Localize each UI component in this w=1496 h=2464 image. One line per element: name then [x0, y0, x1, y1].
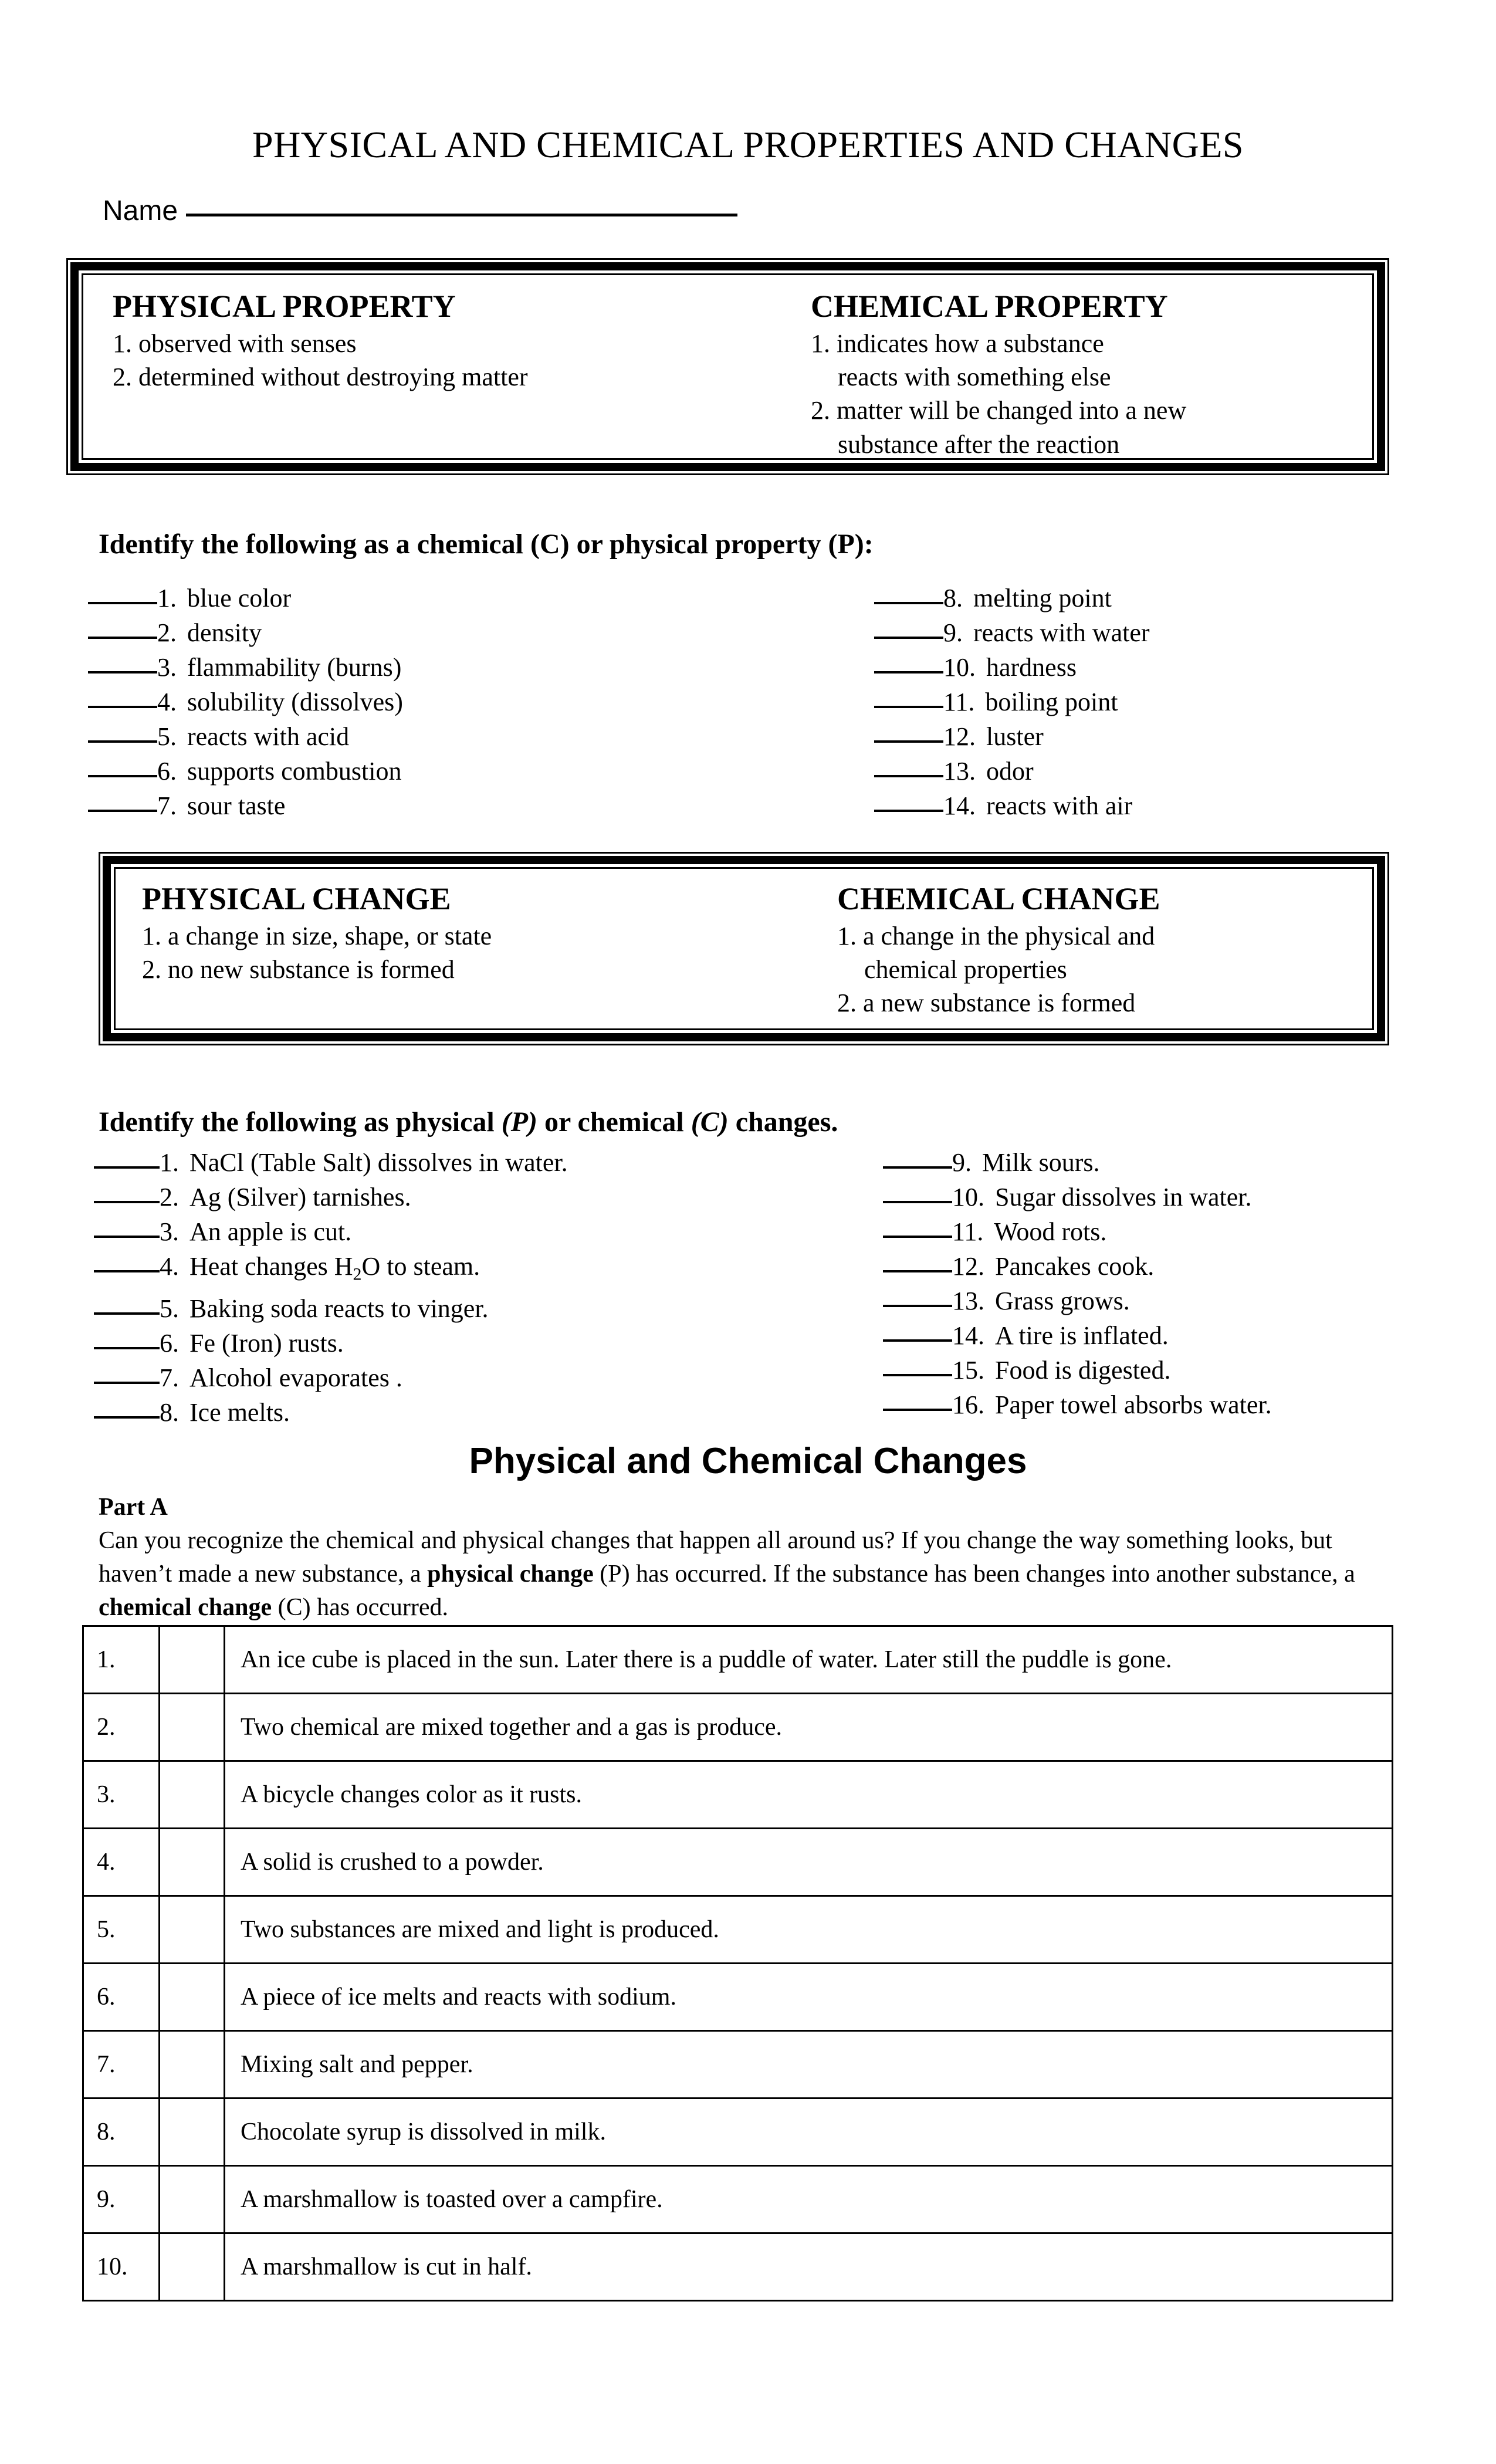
row-number-cell: 3. — [83, 1761, 160, 1829]
list-item — [88, 685, 403, 719]
row-number-cell: 9. — [83, 2166, 160, 2233]
chemical-property-heading: CHEMICAL PROPERTY — [811, 289, 1168, 324]
list-item-number: 3. — [157, 653, 177, 682]
changes-list-right — [883, 1145, 1272, 1422]
table-row — [83, 1761, 1393, 1829]
answer-blank[interactable] — [883, 1166, 952, 1169]
physical-change-line-2: 2. no new substance is formed — [142, 955, 455, 984]
answer-blank[interactable] — [883, 1339, 952, 1342]
list-item-label: Heat changes $H_2O$ to steam. — [189, 1252, 480, 1284]
list-item — [883, 1214, 1272, 1249]
table-row — [83, 1896, 1393, 1964]
intro-text-2: (P) has occurred. If the substance has been changes into another substance, a — [593, 1561, 1355, 1588]
list-item-label: Pancakes cook. — [995, 1252, 1155, 1281]
answer-blank[interactable] — [874, 671, 943, 673]
list-item-label: reacts with water — [973, 618, 1150, 647]
list-item-number: 13. — [952, 1287, 984, 1315]
list-item-label: flammability (burns) — [187, 653, 402, 682]
list-item-label: hardness — [986, 653, 1077, 682]
list-item-label: Ag (Silver) tarnishes. — [189, 1183, 411, 1211]
answer-blank[interactable] — [94, 1270, 160, 1272]
answer-blank[interactable] — [883, 1374, 952, 1376]
chemical-change-line-3: 2. a new substance is formed — [837, 989, 1136, 1018]
list-item-number: 9. — [952, 1148, 972, 1177]
list-item-number: 10. — [943, 653, 976, 682]
list-item-label: Milk sours. — [982, 1148, 1100, 1177]
answer-blank[interactable] — [874, 740, 943, 743]
list-item — [874, 581, 1150, 615]
list-item-label: Baking soda reacts to vinger. — [189, 1294, 489, 1324]
answer-blank[interactable] — [883, 1201, 952, 1203]
list-item — [883, 1387, 1272, 1422]
changes-table — [82, 1625, 1393, 2301]
physical-change-heading: PHYSICAL CHANGE — [142, 881, 451, 916]
answer-blank[interactable] — [883, 1270, 952, 1272]
physical-property-line-2: 2. determined without destroying matter — [113, 363, 528, 392]
chemical-change-line-1: 1. a change in the physical and — [837, 922, 1155, 950]
list-item-number: 14. — [952, 1321, 984, 1350]
list-item — [883, 1318, 1272, 1353]
list-item-label: Sugar dissolves in water. — [995, 1183, 1252, 1211]
changes-heading-c: (C) — [691, 1106, 729, 1138]
list-item-number: 8. — [160, 1398, 179, 1427]
list-item-label: Ice melts. — [189, 1398, 290, 1427]
list-item — [874, 788, 1150, 823]
row-number-cell: 7. — [83, 2031, 160, 2099]
row-description-cell: A solid is crushed to a powder. — [225, 1829, 1393, 1896]
list-item — [874, 754, 1150, 788]
list-item-number: 15. — [952, 1356, 984, 1385]
table-row — [83, 2099, 1393, 2166]
list-item-label: supports combustion — [187, 757, 402, 786]
list-item-number: 6. — [160, 1329, 179, 1358]
row-number-cell: 2. — [83, 1694, 160, 1761]
part-a-label: Part A — [99, 1494, 168, 1521]
physical-property-line-1: 1. observed with senses — [113, 329, 357, 358]
list-item-label: An apple is cut. — [189, 1217, 352, 1246]
list-item — [94, 1180, 568, 1214]
physical-change-line-1: 1. a change in size, shape, or state — [142, 922, 492, 950]
row-answer-cell[interactable] — [160, 1626, 225, 1694]
list-item-label: Paper towel absorbs water. — [995, 1390, 1272, 1419]
part-a-intro-text — [99, 1524, 1394, 1624]
list-item-number: 16. — [952, 1390, 984, 1419]
list-item-label: boiling point — [985, 688, 1118, 716]
list-item — [874, 685, 1150, 719]
list-item-label: reacts with acid — [187, 722, 350, 751]
changes-heading-part-b: or chemical — [537, 1106, 691, 1138]
chemical-change-line-2: chemical properties — [864, 955, 1067, 984]
list-item-number: 5. — [160, 1294, 179, 1324]
list-item-number: 4. — [160, 1252, 179, 1281]
row-answer-cell[interactable] — [160, 1761, 225, 1829]
row-answer-cell[interactable] — [160, 1964, 225, 2031]
list-item-number: 7. — [160, 1363, 179, 1393]
answer-blank[interactable] — [94, 1166, 160, 1169]
list-item-number: 14. — [943, 791, 976, 820]
intro-bold-chemical-change: chemical change — [99, 1594, 272, 1622]
list-item — [94, 1395, 568, 1430]
list-item-number: 11. — [952, 1217, 984, 1246]
list-item-number: 12. — [943, 722, 976, 751]
list-item — [883, 1180, 1272, 1214]
row-number-cell: 6. — [83, 1964, 160, 2031]
answer-blank[interactable] — [94, 1347, 160, 1349]
list-item — [88, 650, 403, 685]
answer-blank[interactable] — [874, 706, 943, 708]
table-row — [83, 1964, 1393, 2031]
list-item-number: 13. — [943, 757, 976, 786]
list-item-label: density — [187, 618, 262, 647]
list-item — [94, 1291, 568, 1326]
answer-blank[interactable] — [94, 1201, 160, 1203]
row-answer-cell[interactable] — [160, 2099, 225, 2166]
list-item — [94, 1145, 568, 1180]
list-item-number: 5. — [157, 722, 177, 751]
list-item-number: 11. — [943, 688, 975, 716]
list-item-label: melting point — [973, 584, 1112, 612]
name-field-row — [103, 195, 737, 227]
name-label: Name — [103, 195, 178, 226]
list-item-label: A tire is inflated. — [995, 1321, 1169, 1350]
list-item-label: NaCl (Table Salt) dissolves in water. — [189, 1148, 568, 1177]
list-item — [94, 1326, 568, 1360]
row-answer-cell[interactable] — [160, 2166, 225, 2233]
list-item — [94, 1214, 568, 1249]
table-row — [83, 2031, 1393, 2099]
list-item-label: reacts with air — [986, 791, 1133, 820]
page-title: PHYSICAL AND CHEMICAL PROPERTIES AND CHANGES — [252, 124, 1244, 165]
changes-heading-p: (P) — [501, 1106, 538, 1138]
chemical-property-line-4: substance after the reaction — [838, 429, 1120, 459]
list-item — [874, 650, 1150, 685]
list-item — [94, 1249, 568, 1291]
list-item-number: 12. — [952, 1252, 984, 1281]
list-item — [94, 1360, 568, 1395]
intro-text-1: Can you recognize the chemical and physical changes that happen all around us? If you change the way something looks, but haven’t made a new substance, a — [99, 1527, 1332, 1588]
list-item-label: luster — [986, 722, 1044, 751]
list-item-number: 1. — [160, 1148, 179, 1177]
physical-change-column — [142, 881, 787, 986]
properties-list-left — [88, 581, 403, 823]
row-number-cell: 4. — [83, 1829, 160, 1896]
answer-blank[interactable] — [88, 602, 157, 604]
answer-blank[interactable] — [874, 637, 943, 639]
list-item — [88, 615, 403, 650]
row-answer-cell[interactable] — [160, 2233, 225, 2301]
list-item-label: Alcohol evaporates . — [189, 1363, 402, 1393]
list-item — [88, 788, 403, 823]
table-row — [83, 1694, 1393, 1761]
list-item — [874, 615, 1150, 650]
list-item-number: 10. — [952, 1183, 984, 1211]
list-item-number: 4. — [157, 688, 177, 716]
subscript: 2 — [353, 1264, 362, 1284]
row-number-cell: 1. — [83, 1626, 160, 1694]
change-definition-box — [99, 852, 1389, 1045]
chemical-property-line-3: 2. matter will be changed into a new — [811, 396, 1187, 425]
list-item-number: 8. — [943, 584, 963, 612]
property-definition-box — [66, 258, 1389, 475]
properties-list-right — [874, 581, 1150, 823]
row-number-cell: 5. — [83, 1896, 160, 1964]
list-item-number: 1. — [157, 584, 177, 612]
list-item — [874, 719, 1150, 754]
row-description-cell: Two substances are mixed and light is produced. — [225, 1896, 1393, 1964]
chemical-property-line-1: 1. indicates how a substance — [811, 329, 1104, 358]
list-item-number: 6. — [157, 757, 177, 786]
answer-blank[interactable] — [88, 740, 157, 743]
answer-blank[interactable] — [88, 706, 157, 708]
chemical-change-column — [837, 881, 1424, 1020]
answer-blank[interactable] — [94, 1416, 160, 1419]
table-row — [83, 1626, 1393, 1694]
list-item — [88, 581, 403, 615]
table-row — [83, 1829, 1393, 1896]
answer-blank[interactable] — [88, 810, 157, 812]
list-item-label: sour taste — [187, 791, 286, 820]
list-item-label: Wood rots. — [994, 1217, 1107, 1246]
chemical-property-line-2: reacts with something else — [838, 363, 1111, 392]
row-description-cell: Chocolate syrup is dissolved in milk. — [225, 2099, 1393, 2166]
row-description-cell: Two chemical are mixed together and a gas is produce. — [225, 1694, 1393, 1761]
row-description-cell: A piece of ice melts and reacts with sodium. — [225, 1964, 1393, 2031]
intro-text-3: (C) has occurred. — [272, 1594, 448, 1622]
list-item-number: 3. — [160, 1217, 179, 1246]
answer-blank[interactable] — [88, 671, 157, 673]
list-item-number: 7. — [157, 791, 177, 820]
name-input-blank[interactable] — [186, 214, 737, 216]
answer-blank[interactable] — [88, 637, 157, 639]
changes-heading-part-a: Identify the following as physical — [99, 1106, 502, 1138]
answer-blank[interactable] — [88, 775, 157, 777]
physical-property-column — [113, 288, 770, 394]
changes-worksheet-title: Physical and Chemical Changes — [469, 1441, 1027, 1481]
list-item-number: 2. — [160, 1183, 179, 1211]
changes-list-left — [94, 1145, 568, 1430]
answer-blank[interactable] — [94, 1382, 160, 1384]
row-description-cell: A bicycle changes color as it rusts. — [225, 1761, 1393, 1829]
answer-blank[interactable] — [94, 1236, 160, 1238]
answer-blank[interactable] — [874, 602, 943, 604]
list-item-label: odor — [986, 757, 1034, 786]
answer-blank[interactable] — [94, 1312, 160, 1315]
table-row — [83, 2233, 1393, 2301]
changes-section-heading — [99, 1106, 838, 1138]
row-answer-cell[interactable] — [160, 1896, 225, 1964]
list-item — [883, 1145, 1272, 1180]
intro-bold-physical-change: physical change — [427, 1561, 594, 1588]
changes-heading-part-d: changes. — [728, 1106, 838, 1138]
answer-blank[interactable] — [883, 1236, 952, 1238]
row-answer-cell[interactable] — [160, 2031, 225, 2099]
list-item — [883, 1353, 1272, 1387]
list-item-label: Food is digested. — [995, 1356, 1171, 1385]
list-item-label: solubility (dissolves) — [187, 688, 403, 716]
row-description-cell: A marshmallow is cut in half. — [225, 2233, 1393, 2301]
answer-blank[interactable] — [874, 775, 943, 777]
row-description-cell: Mixing salt and pepper. — [225, 2031, 1393, 2099]
physical-property-heading: PHYSICAL PROPERTY — [113, 289, 456, 324]
answer-blank[interactable] — [883, 1409, 952, 1411]
list-item — [88, 754, 403, 788]
chemical-change-heading: CHEMICAL CHANGE — [837, 881, 1160, 916]
row-number-cell: 8. — [83, 2099, 160, 2166]
list-item-label: Grass grows. — [995, 1287, 1130, 1315]
answer-blank[interactable] — [883, 1305, 952, 1307]
list-item-number: 9. — [943, 618, 963, 647]
list-item-label: blue color — [187, 584, 292, 612]
row-number-cell: 10. — [83, 2233, 160, 2301]
answer-blank[interactable] — [874, 810, 943, 812]
list-item-label: Fe (Iron) rusts. — [189, 1329, 344, 1358]
chemical-property-column — [811, 288, 1386, 461]
row-description-cell: An ice cube is placed in the sun. Later there is a puddle of water. Later still the puddle is gone. — [225, 1626, 1393, 1694]
properties-section-heading: Identify the following as a chemical (C) or physical property (P): — [99, 529, 874, 560]
list-item — [883, 1284, 1272, 1318]
list-item — [88, 719, 403, 754]
row-answer-cell[interactable] — [160, 1694, 225, 1761]
row-answer-cell[interactable] — [160, 1829, 225, 1896]
list-item — [883, 1249, 1272, 1284]
list-item-number: 2. — [157, 618, 177, 647]
table-row — [83, 2166, 1393, 2233]
row-description-cell: A marshmallow is toasted over a campfire. — [225, 2166, 1393, 2233]
